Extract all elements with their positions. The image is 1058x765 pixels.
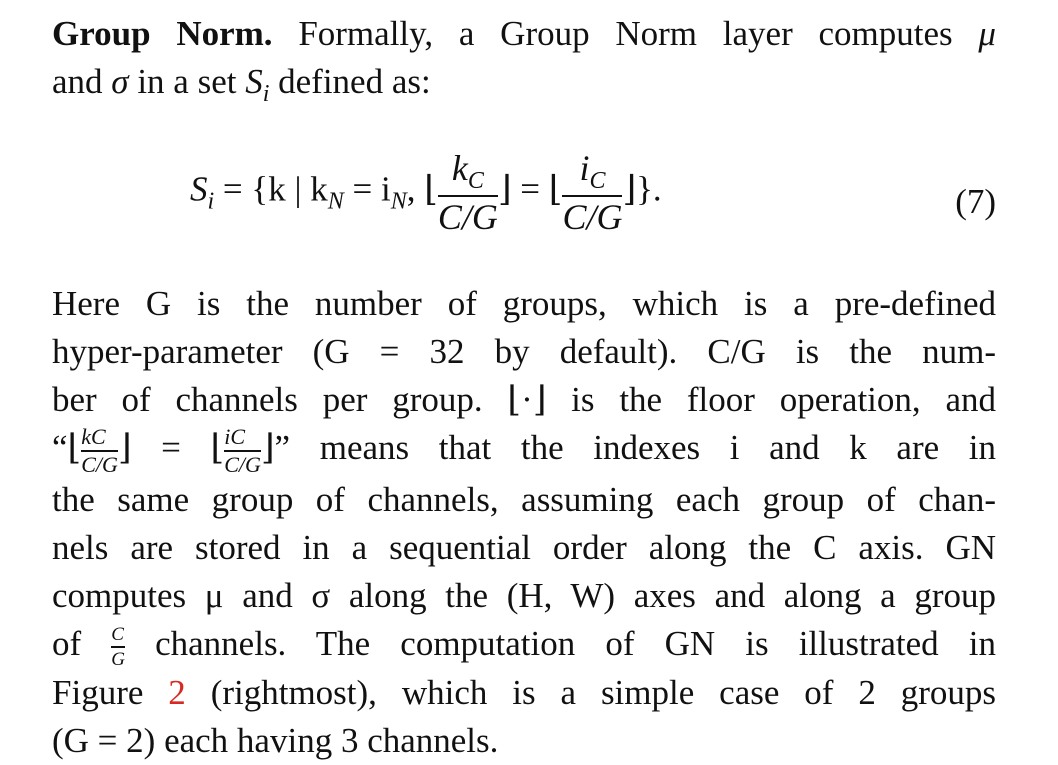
of-word: of xyxy=(52,623,82,663)
equation-fraction-2: $\frac{i_C}{C/G}$ xyxy=(562,148,623,237)
body-line-5: the same group of channels, assuming each group of chan- xyxy=(52,479,996,519)
body-line-6: nels are stored in a sequential order along the C axis. GN xyxy=(52,527,996,567)
figure-reference-link[interactable]: 2 xyxy=(168,672,186,712)
inline-fraction-expression: “⌊ $\frac{kC}{C/G}$ ⌋ = ⌊ $\frac{iC}{C/G}$ ⌋” xyxy=(52,423,291,477)
section-heading: Group Norm. xyxy=(52,14,273,53)
inline-fraction-2: $\frac{iC}{C/G}$ xyxy=(224,423,261,477)
body-line-3: ber of channels per group. ⌊·⌋ is the floor operation, and xyxy=(52,380,996,419)
body-line-8 xyxy=(52,620,996,669)
intro-line-2 xyxy=(52,58,996,118)
intro-line-1 xyxy=(52,10,996,58)
figure-word: Figure xyxy=(52,672,144,712)
equation-fraction-1: $\frac{k_C}{C/G}$ xyxy=(437,148,498,237)
body-line-8-text: channels. The computation of GN is illustrated in xyxy=(155,623,997,663)
sigma-symbol: σ xyxy=(111,62,129,101)
body-line-10: (G = 2) each having 3 channels. xyxy=(52,720,499,760)
body-line-4 xyxy=(52,424,996,476)
body-line-9-text: (rightmost), which is a simple case of 2 groups xyxy=(210,672,997,712)
intro-text-3: in a set xyxy=(137,62,237,101)
intro-text-4: defined as: xyxy=(278,62,431,101)
equation-block xyxy=(52,140,996,268)
body-line-4-text: means that the indexes i and k are in xyxy=(319,428,996,467)
set-symbol: $S_i$ xyxy=(245,62,270,107)
body-line-2: hyper-parameter (G = 32 by default). C/G is the num- xyxy=(52,332,996,371)
mu-symbol: μ xyxy=(978,14,996,53)
intro-text-2: and xyxy=(52,62,103,101)
body-line-1: Here G is the number of groups, which is a pre-defined xyxy=(52,284,996,323)
body-line-9 xyxy=(52,669,996,717)
equation-7: $S_i = \{k$ | $k_N = i_N$, ⌊ $\frac{k_C}{C/G}$ ⌋ = ⌊ $\frac{i_C}{C/G}$ ⌋}. xyxy=(190,148,662,237)
equation-number: (7) xyxy=(955,182,996,221)
paper-paragraph xyxy=(52,10,996,765)
body-line-7: computes μ and σ along the (H, W) axes and along a group xyxy=(52,575,996,615)
c-over-g-fraction: $\frac{C}{G}$ xyxy=(111,623,125,670)
intro-text-1: Formally, a Group Norm layer computes xyxy=(298,14,953,53)
inline-fraction-1: $\frac{kC}{C/G}$ xyxy=(81,423,118,477)
